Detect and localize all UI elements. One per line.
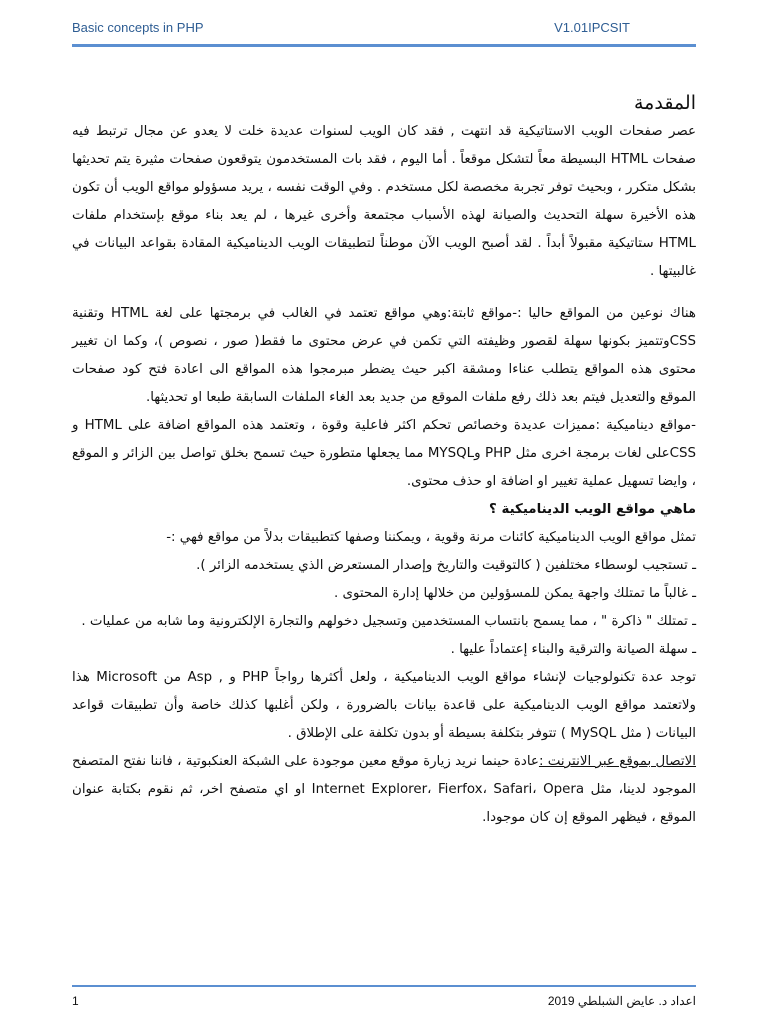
footer-rule bbox=[72, 985, 696, 987]
connection-heading: الاتصال بموقع عبر الانترنت : bbox=[538, 754, 697, 769]
page-header bbox=[72, 18, 696, 42]
bullet-item: ـ غالباً ما تمتلك واجهة يمكن للمسؤولين من خلالها إدارة المحتوى . bbox=[333, 586, 696, 601]
dynamic-description: تمثل مواقع الويب الديناميكية كائنات مرنة وقوية ، ويمكننا وصفها كتطبيقات بدلاً من مواقع فهي :- bbox=[166, 530, 696, 545]
page-number: 1 bbox=[72, 994, 79, 1008]
technologies-paragraph: توجد عدة تكنولوجيات لإنشاء مواقع الويب الديناميكية ، ولعل أكثرها رواجاً PHP و , Asp من Microsoft هذا ولاتعتمد مواقع الويب الديناميكية على قاعدة بيانات بالضرورة ، ولكن أغلبها كذلك خاصة وأن تطبيقات قواعد البيانات ( مثل MySQL ) تتوفر بتكلفة بسيطة أو بدون تكلفة على الإطلاق . bbox=[72, 670, 696, 741]
connection-paragraph bbox=[72, 748, 696, 832]
site-types-paragraph: هناك نوعين من المواقع حاليا :-مواقع ثابتة:وهي مواقع تعتمد في الغالب في برمجتها على لغة HTML وتقنية CSSوتتميز بكونها سهلة لقصور وظيفته التي تكمن في عرض محتوى ما فقط( صور ، نصوص )، وكما ان تغيير محتوى هذه المواقع يتطلب عناءا ومشقة اكبر حيث يضطر مبرمجوا هذه المواقع الى اعادة فتح كود صفحات الموقع والتعديل فيتم بعد ذلك رفع ملفات الموقع من جديد بعد الغاء الملفات السابقة طبعا او تحديثها. bbox=[72, 306, 696, 405]
dynamic-sites-paragraph: -مواقع ديناميكية :مميزات عديدة وخصائص تحكم اكثر فاعلية وقوة ، وتعتمد هذه المواقع اضافة على HTML و CSSعلى لغات برمجة اخرى مثل PHP وMYSQL مما يجعلها متطورة حيث تسمح بخلق تواصل بين الزائر و الموقع ، وايضا تسهيل عملية تغيير او اضافة او حذف محتوى. bbox=[72, 418, 696, 489]
header-rule bbox=[72, 44, 696, 47]
document-body bbox=[72, 88, 696, 832]
page-footer bbox=[72, 992, 696, 1014]
intro-paragraph: عصر صفحات الويب الاستاتيكية قد انتهت , فقد كان الويب لسنوات عديدة خلت لا يعدو عن مجال ترتبط فيه صفحات HTML البسيطة معاً لتشكل موقعاً . أما اليوم ، فقد بات المستخدمون يتوقعون صفحات مثيرة يتم تحديثها بشكل متكرر ، وبحيث توفر تجربة مخصصة لكل مستخدم . وفي الوقت نفسه ، يريد مسؤولو مواقع الويب أن تكون هذه الأخيرة سهلة التحديث والصيانة لهذه الأسباب مجتمعة وأخرى غيرها ، لم يعد بناء موقع بإستخدام ملفات HTML ستاتيكية مقبولاً أبداً . لقد أصبح الويب الآن موطناً لتطبيقات الويب الديناميكية المقادة بقواعد البيانات في غالبيتها . bbox=[72, 124, 697, 279]
connection-text: عادة حينما نريد زيارة موقع معين موجودة على الشبكة العنكبوتية ، فاننا نفتح المتصفح الموجود لدينا، مثل Internet Explorer، Fierfox، Safari، Opera او اي متصفح اخر، ثم نقوم بكتابة عنوان الموقع ، فيظهر الموقع إن كان موجودا. bbox=[72, 754, 697, 825]
question-heading: ماهي مواقع الويب الديناميكية ؟ bbox=[489, 502, 696, 517]
bullet-item: ـ سهلة الصيانة والترقية والبناء إعتماداً عليها . bbox=[450, 642, 696, 657]
bullet-item: ـ تستجيب لوسطاء مختلفين ( كالتوقيت والتاريخ وإصدار المستعرض الذي يستخدمه الزائر ). bbox=[196, 558, 696, 573]
header-version: V1.01IPCSIT bbox=[554, 20, 630, 35]
spacer bbox=[72, 286, 696, 300]
section-title: المقدمة bbox=[633, 92, 696, 114]
footer-author: اعداد د. عايض الشبلطي 2019 bbox=[547, 994, 696, 1008]
header-title: Basic concepts in PHP bbox=[72, 20, 204, 35]
bullet-item: ـ تمتلك " ذاكرة " ، مما يسمح بانتساب المستخدمين وتسجيل دخولهم والتجارة الإلكترونية وما شابه من عمليات . bbox=[81, 614, 696, 629]
